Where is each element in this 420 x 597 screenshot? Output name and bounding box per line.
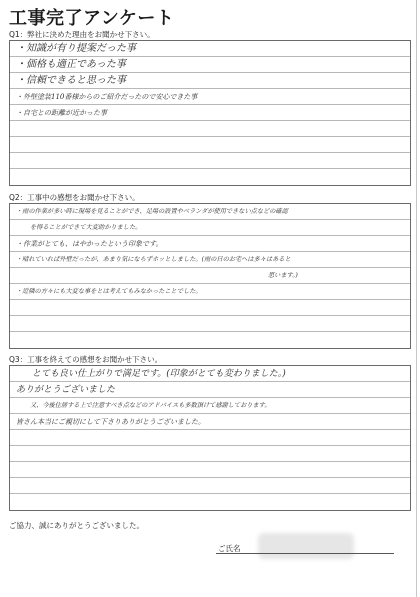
name-underline [216,553,394,554]
question-3-label: Q3：工事を終えての感想をお聞かせ下さい。 [9,355,163,364]
answer-line [10,300,410,316]
page-title: 工事完了アンケート [9,8,175,29]
answer-line [10,41,410,57]
name-label: ご氏名 [218,544,241,553]
answer-line [10,220,410,236]
handwritten-answer: ・作業がとても、はやかったという印象です。 [16,240,163,248]
handwritten-answer: とても良い仕上がりで満足です。(印象がとても変わりました。) [32,369,286,379]
answer-box-2 [9,203,411,349]
handwritten-answer: ・信頼できると思った事 [16,75,126,86]
handwritten-answer: ・知識が有り提案だった事 [16,43,136,54]
question-1-section [9,30,411,186]
handwritten-answer: ありがとうございました [16,385,116,395]
redacted-name [258,533,354,559]
answer-line [10,462,410,478]
answer-line [10,89,410,105]
answer-line [10,316,410,332]
answer-line [10,332,410,348]
answer-line [10,494,410,510]
answer-line [10,446,410,462]
handwritten-answer: ・外壁塗装110番様からのご紹介だったので安心できた事 [16,93,198,101]
answer-line [10,398,410,414]
handwritten-answer: 思います。) [268,272,298,279]
answer-line [10,57,410,73]
answer-line [10,236,410,252]
answer-line [10,204,410,220]
answer-line [10,73,410,89]
answer-line [10,366,410,382]
thank-you-note: ご協力、誠にありがとうございました。 [9,521,144,530]
answer-line [10,137,410,153]
handwritten-answer: ・価格も適正であった事 [16,59,126,70]
answer-line [10,268,410,284]
answer-box-3 [9,365,411,511]
question-2-label: Q2：工事中の感想をお聞かせ下さい。 [9,193,140,202]
handwritten-answer: ・近隣の方々にも大変な事をとは考えてもみなかったことでした。 [16,288,202,295]
handwritten-answer: 皆さん本当にご親切にして下さりありがとうございました。 [16,418,205,426]
question-1-label: Q1：弊社に決めた理由をお聞かせ下さい。 [9,30,155,39]
answer-line [10,252,410,268]
answer-line [10,382,410,398]
answer-line [10,169,410,185]
handwritten-answer: ・雨の作業が多い時に現場を見ることができ、足場の設置やベランダが使用できない点などの確認 [16,208,288,215]
handwritten-answer: 又、今後住居する上で注意すべき点などのアドバイスも多数頂けて感謝しております。 [30,402,271,409]
answer-line [10,478,410,494]
handwritten-answer: ・自宅との距離が近かった事 [16,109,107,117]
question-2-section [9,193,411,349]
answer-line [10,414,410,430]
answer-box-1 [9,40,411,186]
handwritten-answer: ・晴れていれば外壁だったが、あまり気にならずホッとしました。(雨の日のお宅へは多々はあると [16,256,291,263]
handwritten-answer: を得ることができて大変助かりました。 [30,224,142,231]
answer-line [10,284,410,300]
question-3-section [9,355,411,511]
answer-line [10,430,410,446]
answer-line [10,121,410,137]
answer-line [10,153,410,169]
scan-edge [416,0,417,597]
answer-line [10,105,410,121]
